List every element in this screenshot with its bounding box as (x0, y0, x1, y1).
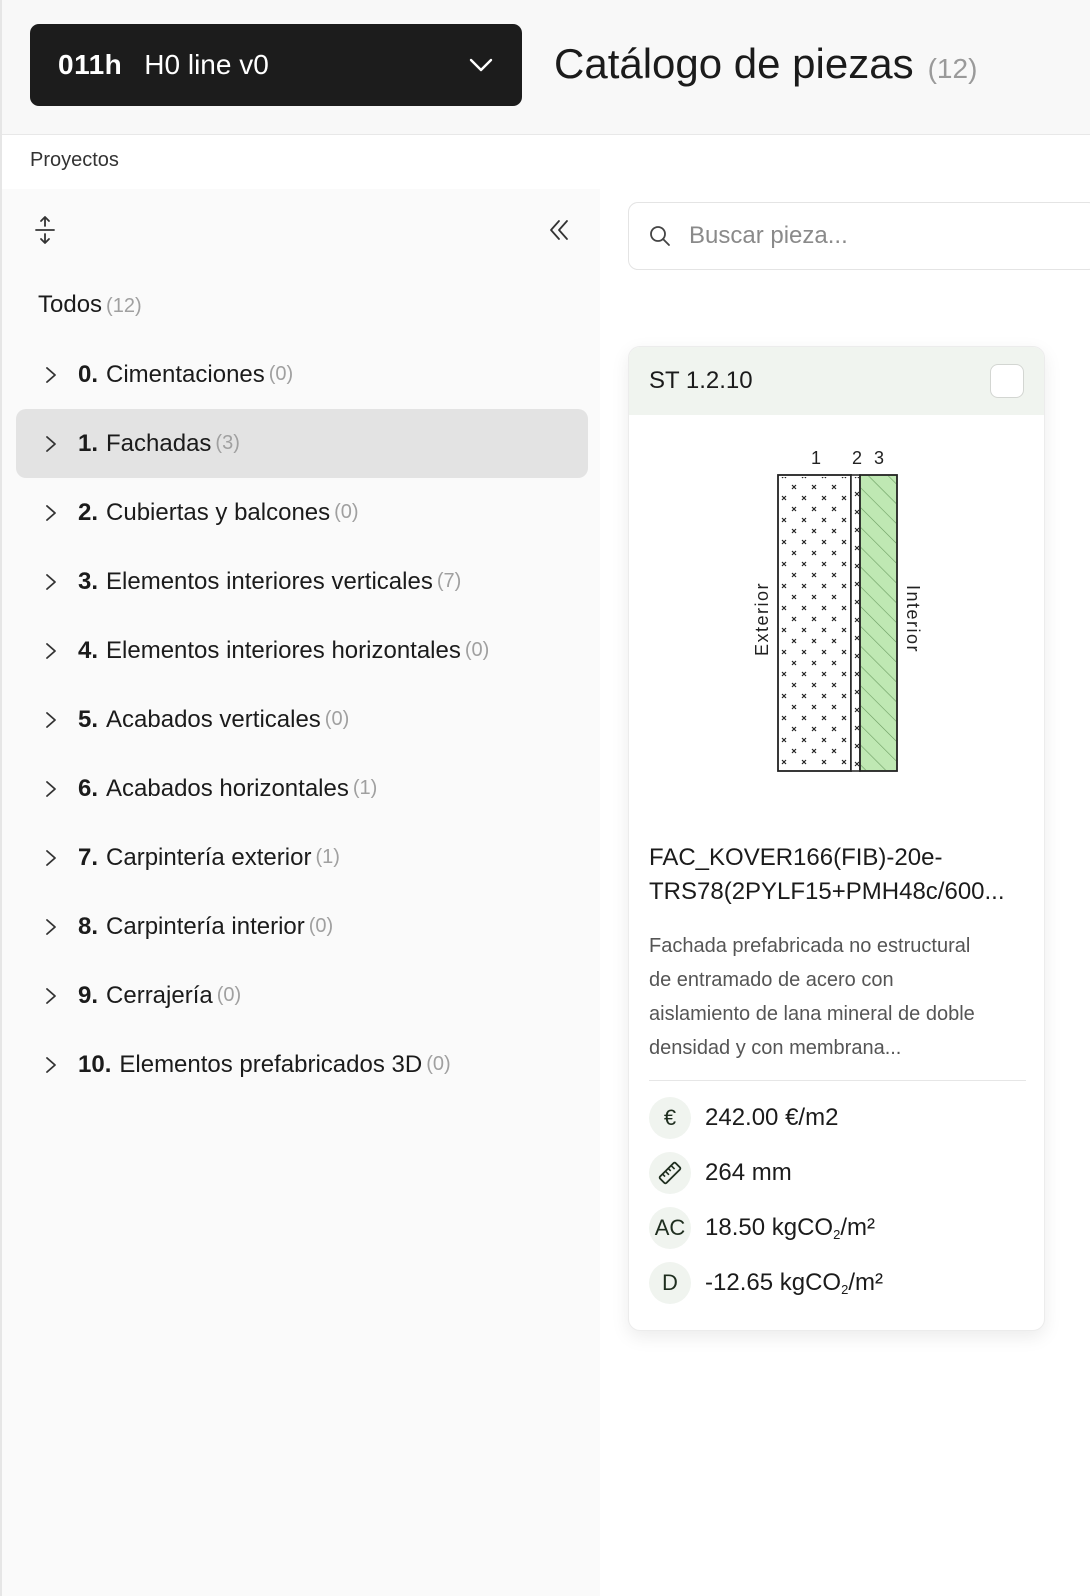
category-label: Cubiertas y balcones (106, 498, 331, 526)
category-number: 4. (78, 636, 99, 664)
euro-icon: € (649, 1097, 691, 1139)
expand-all-icon[interactable] (28, 213, 62, 247)
description-line: densidad y con membrana... (649, 1037, 902, 1059)
metric-ac (649, 1207, 875, 1249)
category-number: 5. (78, 705, 99, 733)
description-line: aislamiento de lana mineral de doble (649, 1003, 975, 1025)
chevron-right-icon[interactable] (42, 504, 60, 522)
category-count: (0) (308, 915, 334, 937)
category-all-label: Todos (38, 291, 103, 318)
layer-2-pattern (852, 477, 859, 769)
d-value-unit: /m² (848, 1269, 883, 1296)
category-number: 2. (78, 498, 99, 526)
ac-value-number: 18.50 kgCO (705, 1214, 834, 1241)
d-value-subscript: 2 (841, 1282, 849, 1297)
category-count: (3) (215, 432, 240, 454)
category-label: Carpintería interior (106, 912, 305, 940)
project-selector[interactable] (30, 24, 522, 106)
card-divider (649, 1080, 1026, 1081)
description-line: de entramado de acero con (649, 969, 894, 991)
category-all-count: (12) (106, 295, 142, 317)
ac-value-unit: /m² (840, 1214, 875, 1241)
category-item-cubiertas[interactable] (16, 478, 588, 547)
sidebar (2, 189, 600, 1596)
metric-price (649, 1097, 838, 1139)
category-count: (1) (315, 846, 340, 868)
layer-3-hatch (861, 476, 896, 770)
category-item-interiores-horizontales[interactable] (16, 616, 588, 685)
chevron-right-icon[interactable] (42, 435, 60, 453)
metric-thickness (649, 1152, 792, 1194)
header (2, 0, 1090, 135)
category-label: Elementos interiores horizontales (106, 636, 461, 664)
category-label: Elementos prefabricados 3D (119, 1050, 423, 1078)
search-box[interactable] (628, 202, 1090, 270)
category-item-fachadas[interactable] (16, 409, 588, 478)
exterior-label: Exterior (752, 581, 772, 657)
category-label: Acabados verticales (106, 705, 321, 733)
ac-badge: AC (649, 1207, 691, 1249)
chevron-down-icon (468, 52, 494, 78)
category-number: 1. (78, 429, 99, 457)
category-label: Carpintería exterior (106, 843, 312, 871)
category-item-cerrajeria[interactable] (16, 961, 588, 1030)
part-card[interactable] (628, 346, 1045, 1331)
category-item-prefabricados-3d[interactable] (16, 1030, 588, 1099)
category-count: (1) (352, 777, 378, 799)
chevron-right-icon[interactable] (42, 366, 60, 384)
d-badge: D (649, 1262, 691, 1304)
ac-value (705, 1214, 875, 1242)
category-all[interactable] (38, 291, 142, 319)
page-title-text: Catálogo de piezas (554, 40, 914, 87)
project-code: 011h (58, 49, 123, 80)
category-count: (0) (426, 1053, 451, 1075)
search-input[interactable] (689, 222, 1069, 250)
category-item-acabados-verticales[interactable] (16, 685, 588, 754)
thickness-value: 264 mm (705, 1159, 792, 1186)
chevron-right-icon[interactable] (42, 849, 60, 867)
breadcrumb[interactable]: Proyectos (30, 149, 119, 171)
chevron-right-icon[interactable] (42, 642, 60, 660)
chevron-right-icon[interactable] (42, 987, 60, 1005)
category-label: Cerrajería (106, 981, 213, 1009)
category-count: (0) (334, 501, 359, 523)
part-name (649, 841, 1029, 909)
category-item-cimentaciones[interactable] (16, 340, 588, 409)
category-list (16, 340, 588, 1099)
category-item-carpinteria-exterior[interactable] (16, 823, 588, 892)
category-number: 10. (78, 1050, 112, 1078)
layer-label-3: 3 (873, 448, 885, 468)
category-number: 0. (78, 360, 99, 388)
part-description (649, 929, 1029, 1065)
project-name: H0 line v0 (144, 49, 269, 80)
category-count: (0) (464, 639, 490, 661)
metric-d (649, 1262, 883, 1304)
chevron-right-icon[interactable] (42, 780, 60, 798)
ac-value-subscript: 2 (833, 1227, 841, 1242)
card-header (629, 347, 1044, 415)
layer-1-pattern (780, 477, 849, 769)
category-number: 3. (78, 567, 99, 595)
chevron-right-icon[interactable] (42, 711, 60, 729)
part-code: ST 1.2.10 (649, 367, 753, 394)
category-number: 7. (78, 843, 99, 871)
category-number: 6. (78, 774, 99, 802)
select-checkbox[interactable] (990, 364, 1024, 398)
category-label: Fachadas (106, 429, 212, 457)
search-icon (649, 224, 673, 248)
d-value-number: -12.65 kgCO (705, 1269, 842, 1296)
page-title (554, 40, 977, 88)
category-label: Cimentaciones (106, 360, 265, 388)
page-title-count: (12) (927, 53, 978, 84)
layer-label-2: 2 (851, 448, 863, 468)
category-item-acabados-horizontales[interactable] (16, 754, 588, 823)
d-value (705, 1269, 883, 1297)
chevron-right-icon[interactable] (42, 1056, 60, 1074)
category-number: 9. (78, 981, 99, 1009)
category-label: Acabados horizontales (106, 774, 349, 802)
chevron-right-icon[interactable] (42, 573, 60, 591)
part-name-line2: TRS78(2PYLF15+PMH48c/600... (649, 878, 1005, 905)
chevron-right-icon[interactable] (42, 918, 60, 936)
category-item-carpinteria-interior[interactable] (16, 892, 588, 961)
ruler-icon (649, 1152, 691, 1194)
category-number: 8. (78, 912, 99, 940)
part-name-line1: FAC_KOVER166(FIB)-20e- (649, 844, 943, 871)
category-count: (0) (324, 708, 350, 730)
category-count: (0) (216, 984, 242, 1006)
interior-label: Interior (903, 584, 923, 654)
category-item-interiores-verticales[interactable] (16, 547, 588, 616)
collapse-sidebar-icon[interactable] (542, 213, 576, 247)
category-count: (7) (436, 570, 462, 592)
section-diagram (629, 415, 1045, 835)
category-label: Elementos interiores verticales (106, 567, 433, 595)
price-value: 242.00 €/m2 (705, 1104, 839, 1131)
description-line: Fachada prefabricada no estructural (649, 935, 971, 957)
category-count: (0) (268, 363, 294, 385)
layer-label-1: 1 (810, 448, 822, 468)
